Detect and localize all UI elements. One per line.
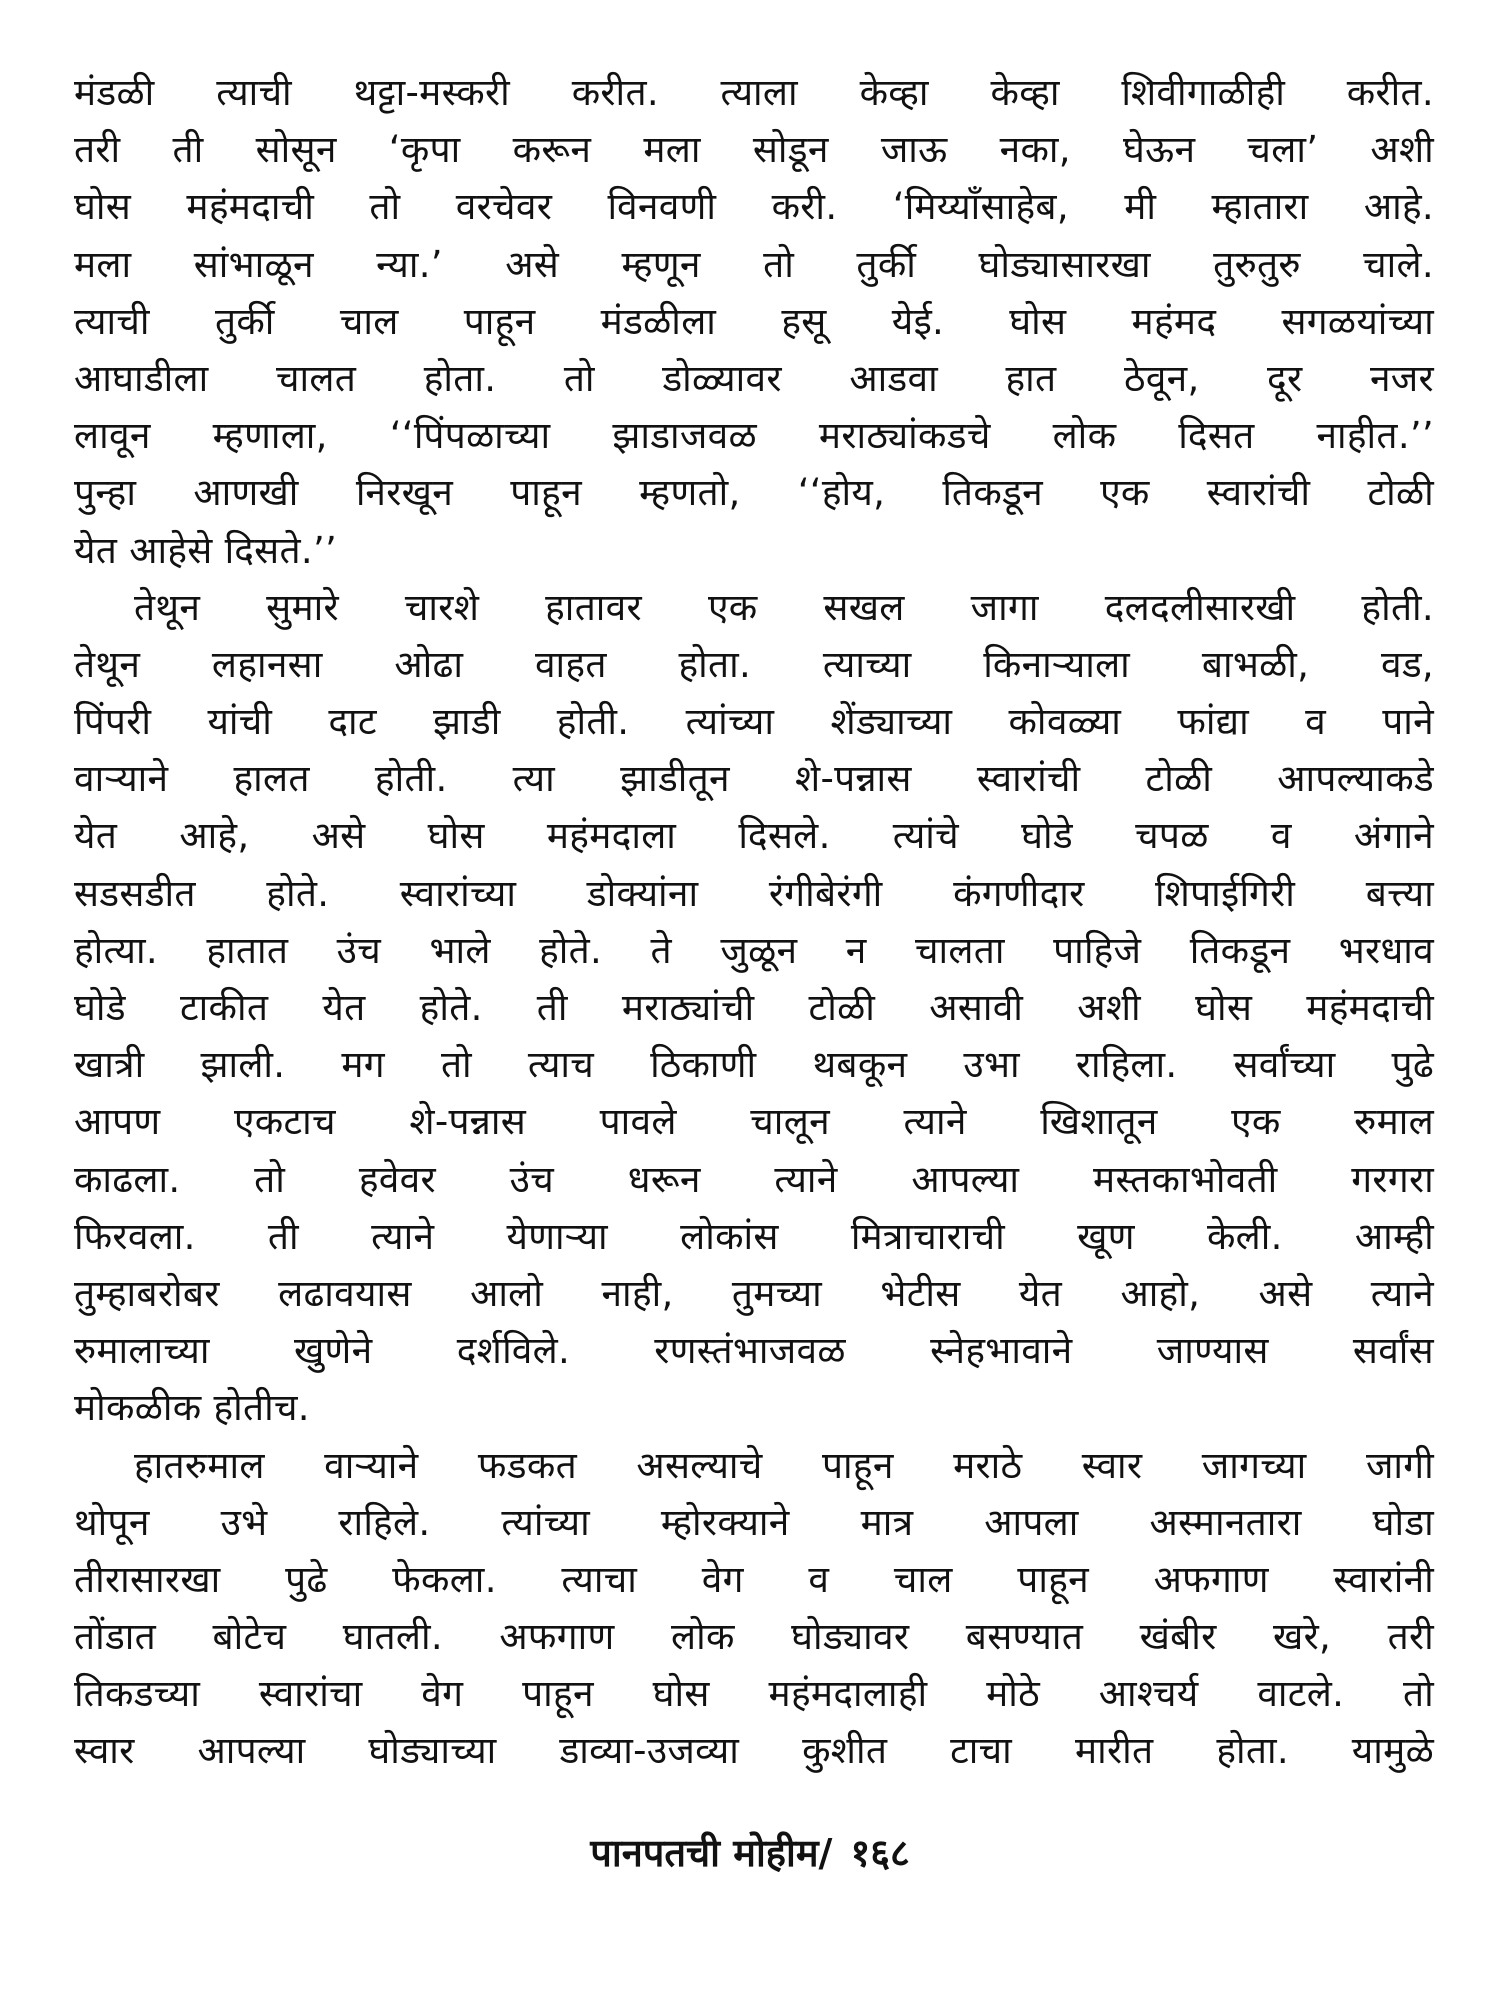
page-number: १६८ (850, 1831, 910, 1875)
text-line: थोपून उभे राहिले. त्यांच्या म्होरक्याने मात्र आपला अस्मानतारा घोडा (74, 1500, 1434, 1544)
text-line: मोकळीक होतीच. (74, 1386, 310, 1430)
text-line: मला सांभाळून न्या.’ असे म्हणून तो तुर्की घोड्यासारखा तुरुतुरु चाले. (74, 242, 1434, 286)
text-line: तेथून सुमारे चारशे हातावर एक सखल जागा दलदलीसारखी होती. (134, 585, 1434, 629)
text-line: तीरासारखा पुढे फेकला. त्याचा वेग व चाल पाहून अफगाण स्वारांनी (74, 1557, 1434, 1601)
text-line: येत आहेसे दिसते.’’ (74, 528, 338, 572)
text-line: तेथून लहानसा ओढा वाहत होता. त्याच्या किनाऱ्याला बाभळी, वड, (74, 642, 1434, 686)
text-line: तिकडच्या स्वारांचा वेग पाहून घोस महंमदालाही मोठे आश्चर्य वाटले. तो (74, 1672, 1434, 1716)
text-line: फिरवला. ती त्याने येणाऱ्या लोकांस मित्राचाराची खूण केली. आम्ही (74, 1214, 1434, 1258)
text-line: घोडे टाकीत येत होते. ती मराठ्यांची टोळी असावी अशी घोस महंमदाची (74, 986, 1434, 1029)
text-line: तोंडात बोटेच घातली. अफगाण लोक घोड्यावर बसण्यात खंबीर खरे, तरी (74, 1615, 1434, 1659)
text-line: त्याची तुर्की चाल पाहून मंडळीला हसू येई. घोस महंमद सगळयांच्या (74, 299, 1434, 343)
text-line: मंडळी त्याची थट्टा-मस्करी करीत. त्याला केव्हा केव्हा शिवीगाळीही करीत. (74, 71, 1434, 114)
paragraph-1 (74, 64, 1434, 579)
text-line: होत्या. हातात उंच भाले होते. ते जुळून न चालता पाहिजे तिकडून भरधाव (74, 928, 1434, 972)
paragraph-3 (74, 1437, 1434, 1780)
text-line: तरी ती सोसून ‘कृपा करून मला सोडून जाऊ नका, घेऊन चला’ अशी (74, 128, 1434, 172)
text-line: आपण एकटाच शे-पन्नास पावले चालून त्याने खिशातून एक रुमाल (74, 1100, 1434, 1144)
text-line: घोस महंमदाची तो वरचेवर विनवणी करी. ‘मिय्याँसाहेब, मी म्हातारा आहे. (74, 185, 1434, 229)
text-line: हातरुमाल वाऱ्याने फडकत असल्याचे पाहून मराठे स्वार जागच्या जागी (134, 1443, 1434, 1487)
text-line: येत आहे, असे घोस महंमदाला दिसले. त्यांचे घोडे चपळ व अंगाने (74, 814, 1434, 858)
text-line: पुन्हा आणखी निरखून पाहून म्हणतो, ‘‘होय, तिकडून एक स्वारांची टोळी (74, 471, 1434, 515)
page-footer (0, 1826, 1500, 1878)
body-text (74, 64, 1434, 1780)
text-line: खात्री झाली. मग तो त्याच ठिकाणी थबकून उभा राहिला. सर्वांच्या पुढे (74, 1043, 1434, 1087)
text-line: पिंपरी यांची दाट झाडी होती. त्यांच्या शेंड्याच्या कोवळ्या फांद्या व पाने (74, 700, 1434, 744)
book-title: पानपतची मोहीम/ (590, 1831, 833, 1875)
text-line: वाऱ्याने हालत होती. त्या झाडीतून शे-पन्नास स्वारांची टोळी आपल्याकडे (74, 757, 1434, 801)
text-line: स्वार आपल्या घोड्याच्या डाव्या-उजव्या कुशीत टाचा मारीत होता. यामुळे (74, 1729, 1434, 1773)
text-line: काढला. तो हवेवर उंच धरून त्याने आपल्या मस्तकाभोवती गरगरा (74, 1157, 1434, 1201)
text-line: लावून म्हणाला, ‘‘पिंपळाच्या झाडाजवळ मराठ्यांकडचे लोक दिसत नाहीत.’’ (74, 414, 1434, 458)
text-line: आघाडीला चालत होता. तो डोळ्यावर आडवा हात ठेवून, दूर नजर (74, 356, 1434, 400)
text-line: सडसडीत होते. स्वारांच्या डोक्यांना रंगीबेरंगी कंगणीदार शिपाईगिरी बत्त्या (74, 871, 1434, 915)
text-line: तुम्हाबरोबर लढावयास आलो नाही, तुमच्या भेटीस येत आहो, असे त्याने (74, 1271, 1434, 1315)
paragraph-2 (74, 579, 1434, 1437)
text-line: रुमालाच्या खुणेने दर्शविले. रणस्तंभाजवळ स्नेहभावाने जाण्यास सर्वांस (74, 1329, 1434, 1373)
